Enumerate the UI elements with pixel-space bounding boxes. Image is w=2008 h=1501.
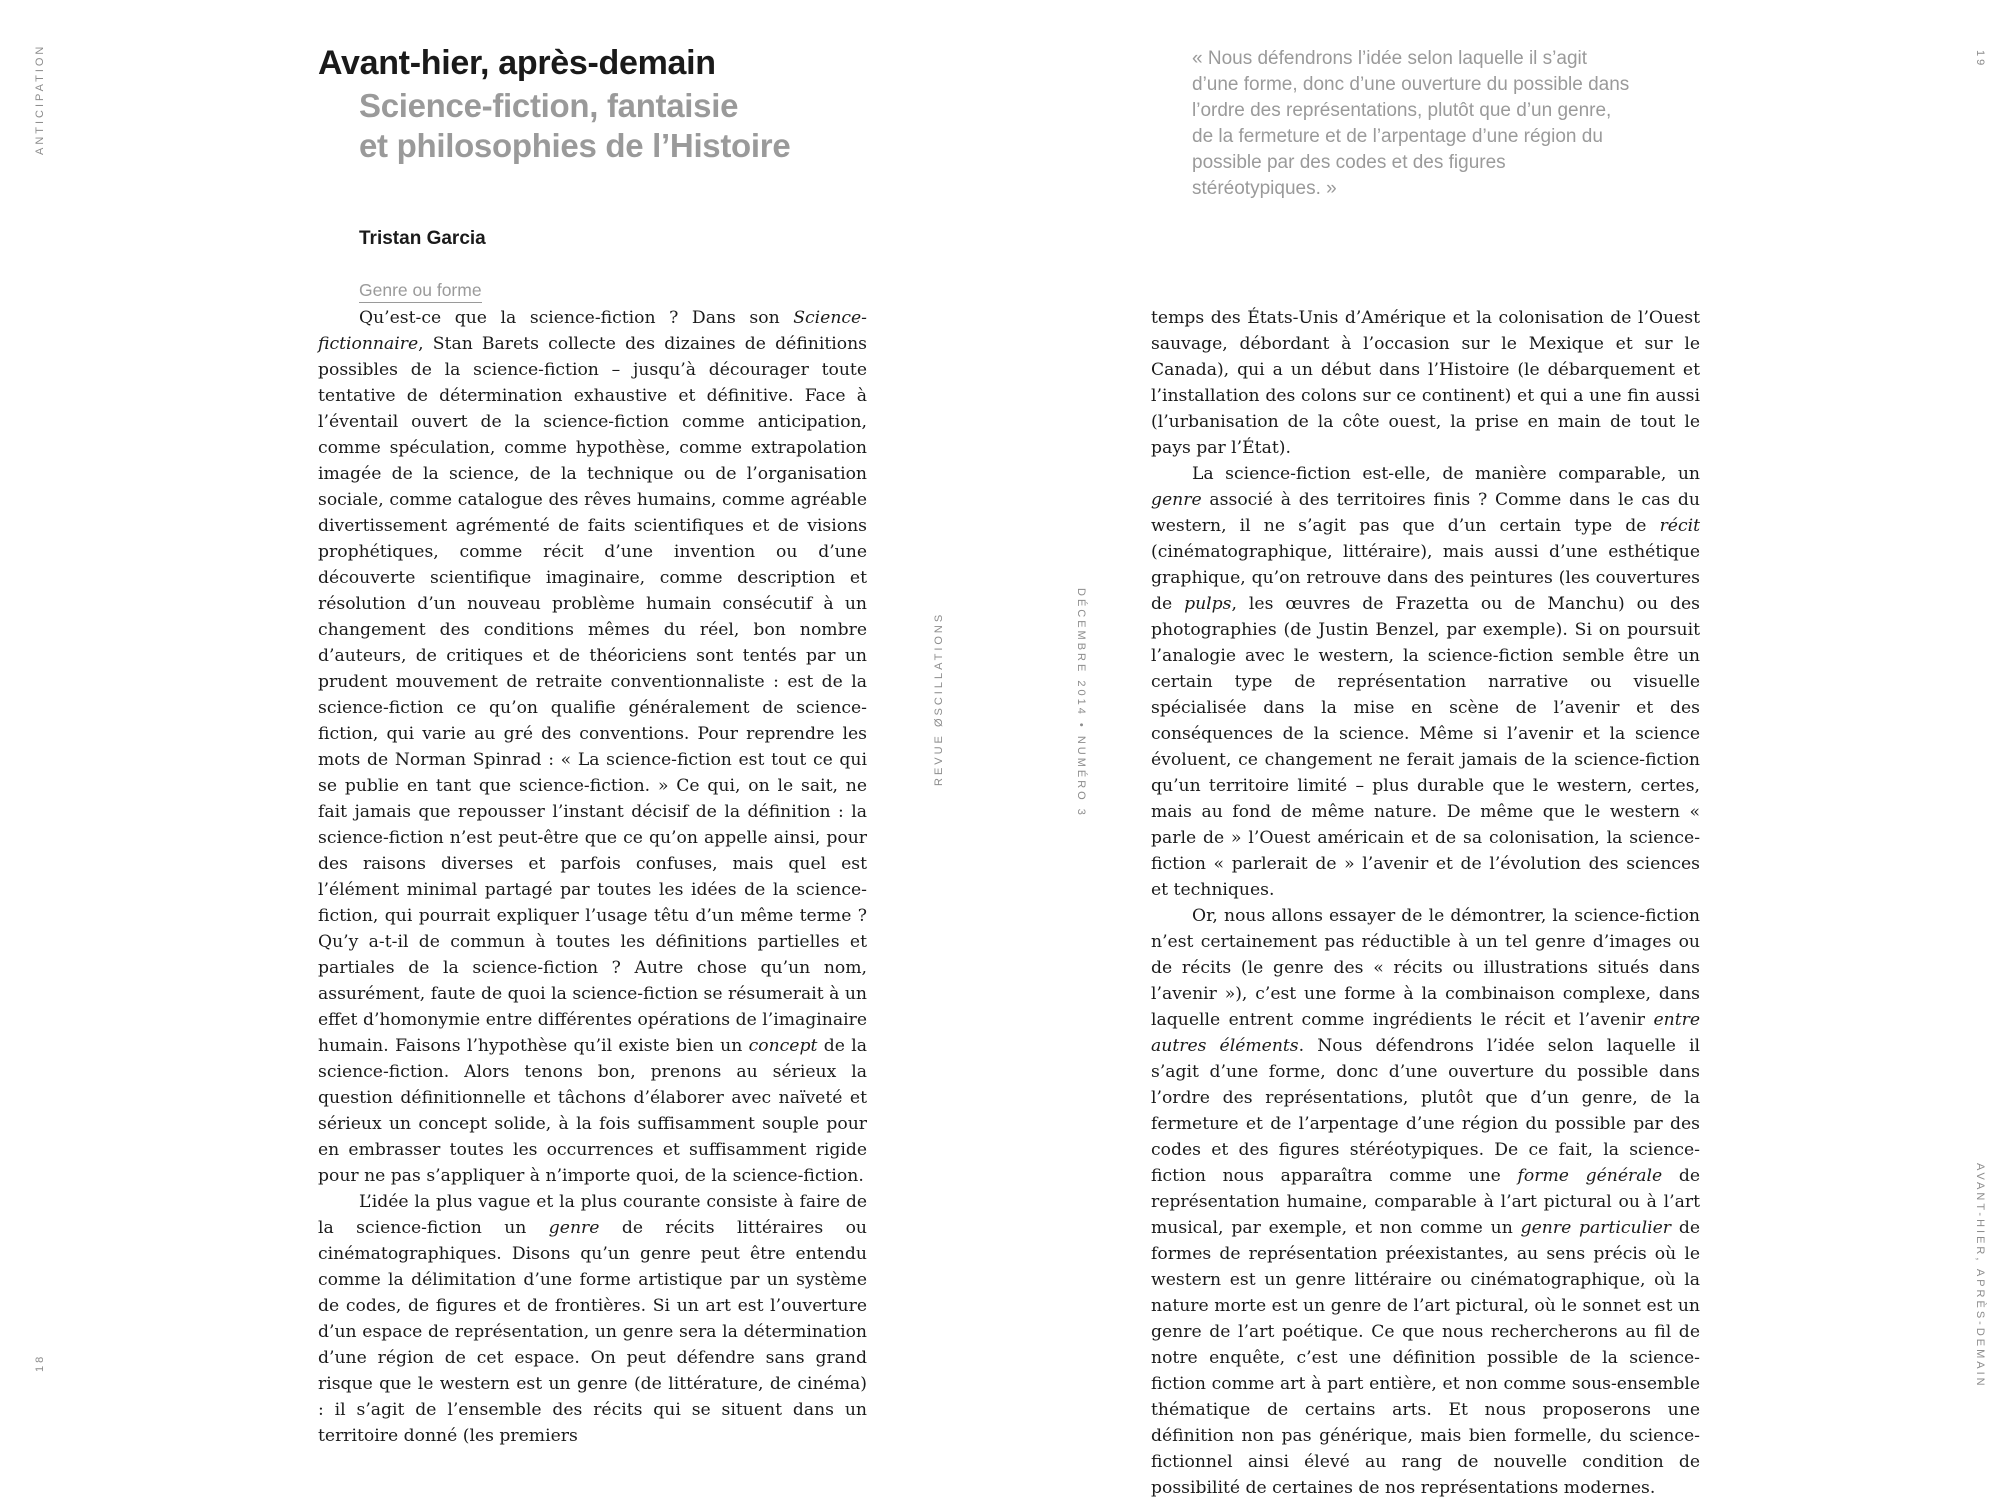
section-running-head: ANTICIPATION: [34, 43, 46, 155]
paragraph: temps des États-Unis d’Amérique et la colonisation de l’Ouest sauvage, débordant à l’occasion sur le Mexique et sur le Canada), qui a un début dans l’Histoire (le débarquement et l’installation des colons sur ce continent) et qui a une fin aussi (l’urbanisation de la côte ouest, la prise en main de tout le pays par l’État).: [1151, 308, 1700, 458]
paragraph: L’idée la plus vague et la plus courante consiste à faire de la science-fiction un genre de récits littéraires ou cinématographiques. Disons qu’un genre peut être entendu comme la délimitation d’une forme artistique par un système de codes, de figures et de frontières. Si un art est l’ouverture d’un espace de représentation, un genre sera la détermination d’une région de cet espace. On peut défendre sans grand risque que le western est un genre (de littérature, de cinéma) : il s’agit de l’ensemble des récits qui se situent dans un territoire donné (les premiers: [318, 1192, 867, 1446]
body-column-right: [1151, 305, 1700, 1501]
article-running-head: AVANT-HIER, APRÈS-DEMAIN: [1974, 1163, 1986, 1389]
page-number-right: 19: [1974, 50, 1986, 69]
paragraph: Or, nous allons essayer de le démontrer, la science-fiction n’est certainement pas réductible à un tel genre d’images ou de récits (le genre des « récits ou illustrations situés dans l’avenir »), c’est une forme à la combinaison complexe, dans laquelle entrent comme ingrédients le récit et l’avenir entre autres éléments. Nous défendrons l’idée selon laquelle il s’agit d’une forme, donc d’une ouverture du possible dans l’ordre des représentations, plutôt que d’un genre, de la fermeture et de l’arpentage d’une région du possible par des codes et des figures stéréotypiques. De ce fait, la science-fiction nous apparaîtra comme une forme générale de représentation humaine, comparable à l’art pictural ou à l’art musical, par exemple, et non comme un genre particulier de formes de représentation préexistantes, au sens précis où le western est un genre littéraire ou cinématographique, où la nature morte est un genre de l’art pictural, où le sonnet est un genre de l’art poétique. Ce que nous rechercherons au fil de notre enquête, c’est une définition possible de la science-fiction comme art à part entière, et non comme sous-ensemble thématique de certains arts. Et nous proposerons une définition non pas générique, mais bien formelle, du science-fictionnel ainsi élevé au rang de nouvelle condition de possibilité de certaines de nos représentations modernes.: [1151, 906, 1701, 1498]
article-title: Avant-hier, après-demain: [318, 44, 716, 82]
section-heading: Genre ou forme: [359, 280, 482, 303]
subtitle-line-2: et philosophies de l’Histoire: [359, 127, 791, 164]
issue-info: DÉCEMBRE 2014 • NUMÉRO 3: [1075, 588, 1087, 818]
page-number-left: 18: [34, 1353, 46, 1372]
journal-name: REVUE ØSCILLATIONS: [933, 611, 945, 786]
pull-quote: « Nous défendrons l’idée selon laquelle il s’agit d’une forme, donc d’une ouverture du possible dans l’ordre des représentations, plutôt que d’un genre, de la fermeture et de l’arpentage d’une région du possible par des codes et des figures stéréotypiques. »: [1192, 48, 1630, 199]
paragraph: La science-fiction est-elle, de manière comparable, un genre associé à des territoires finis ? Comme dans le cas du western, il ne s’agit pas que d’un certain type de récit (cinématographique, littéraire), mais aussi d’une esthétique graphique, qu’on retrouve dans des peintures (les couvertures de pulps, les œuvres de Frazetta ou de Manchu) ou des photographies (de Justin Benzel, par exemple). Si on poursuit l’analogie avec le western, la science-fiction semble être un certain type de représentation narrative ou visuelle spécialisée dans la mise en scène de l’avenir et des conséquences de la science. Même si l’avenir et la science évoluent, ce changement ne ferait jamais de la science-fiction qu’un territoire limité – plus durable que le western, certes, mais au fond de même nature. De même que le western « parle de » l’Ouest américain et de sa colonisation, la science-fiction « parlerait de » l’avenir et de l’évolution des sciences et techniques.: [1151, 464, 1701, 900]
subtitle-line-1: Science-fiction, fantaisie: [359, 87, 739, 124]
paragraph: Qu’est-ce que la science-fiction ? Dans son Science-fictionnaire, Stan Barets collecte des dizaines de définitions possibles de la science-fiction – jusqu’à décourager toute tentative de détermination exhaustive et définitive. Face à l’éventail ouvert de la science-fiction comme anticipation, comme spéculation, comme hypothèse, comme extrapolation imagée de la science, de la technique ou de l’organisation sociale, comme catalogue des rêves humains, comme agréable divertissement agrémenté de faits scientifiques et de visions prophétiques, comme récit d’une invention ou d’une découverte scientifique imaginaire, comme description et résolution d’un nouveau problème humain consécutif à un changement des conditions mêmes du réel, bon nombre d’auteurs, de critiques et de théoriciens sont tentés par un prudent mouvement de retraite conventionnaliste : est de la science-fiction ce qu’on qualifie généralement de science-fiction, qui varie au gré des conventions. Pour reprendre les mots de Norman Spinrad : « La science-fiction est tout ce qui se publie en tant que science-fiction. » Ce qui, on le sait, ne fait jamais que repousser l’instant décisif de la définition : la science-fiction n’est peut-être que ce qu’on appelle ainsi, pour des raisons diverses et parfois confuses, mais quel est l’élément minimal partagé par toutes les idées de la science-fiction, qui pourrait expliquer l’usage têtu d’un même terme ? Qu’y a-t-il de commun à toutes les définitions partielles et partiales de la science-fiction ? Autre chose qu’un nom, assurément, faute de quoi la science-fiction se résumerait à un effet d’homonymie entre différentes opérations de l’imaginaire humain. Faisons l’hypothèse qu’il existe bien un concept de la science-fiction. Alors tenons bon, prenons au sérieux la question définitionnelle et tâchons d’élaborer avec naïveté et sérieux un concept solide, à la fois suffisamment souple pour en embrasser toutes les occurrences et suffisamment rigide pour ne pas s’appliquer à n’importe quoi, de la science-fiction.: [318, 308, 867, 1186]
author-name: Tristan Garcia: [359, 228, 486, 249]
body-column-left: [318, 305, 867, 1449]
article-subtitle: [359, 86, 790, 166]
